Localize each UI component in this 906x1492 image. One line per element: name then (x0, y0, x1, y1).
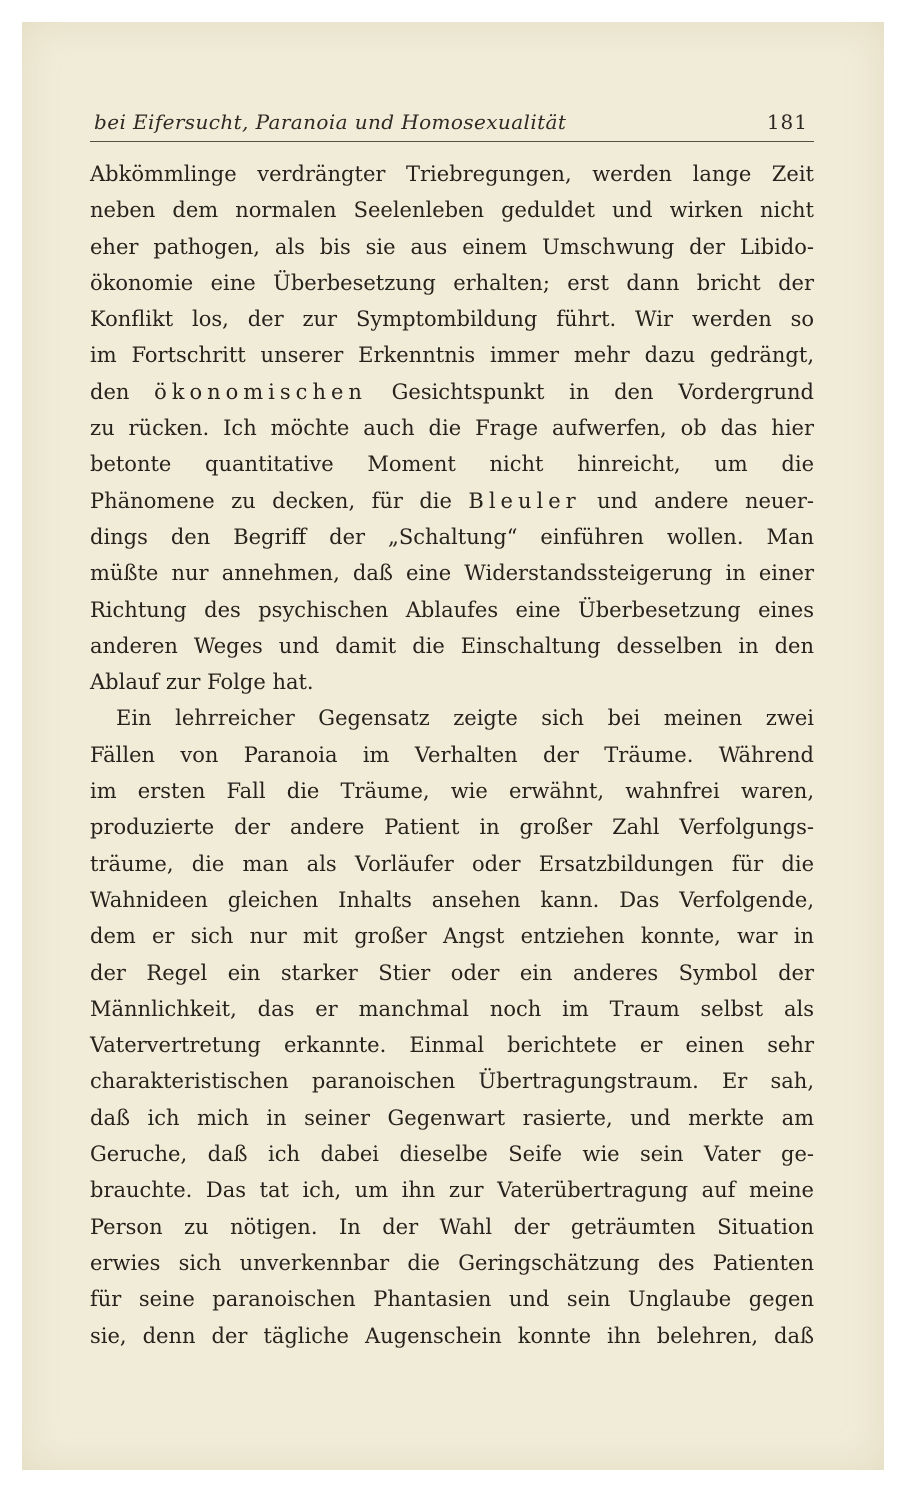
text-run: und andere neuer- (580, 488, 814, 513)
text-line: träume, die man als Vorläufer oder Ersatzbildungen für die (90, 851, 814, 876)
body-text (90, 156, 814, 1354)
text-line: Richtung des psychischen Ablaufes eine Überbesetzung eines (90, 597, 814, 622)
text-line: Abkömmlinge verdrängter Triebregungen, werden lange Zeit (90, 162, 814, 186)
text-line: brauchte. Das tat ich, um ihn zur Vaterübertragung auf meine (90, 1178, 814, 1203)
text-line: Fällen von Paranoia im Verhalten der Träume. Während (90, 742, 814, 767)
page-content (90, 106, 814, 1354)
spaced-emphasis: ökonomischen (154, 379, 367, 404)
text-line: im Fortschritt unserer Erkenntnis immer mehr dazu gedrängt, (90, 343, 814, 368)
text-line: müßte nur annehmen, daß eine Widerstandssteigerung in einer (90, 561, 814, 586)
text-run: Gesichtspunkt in den Vordergrund (366, 379, 814, 404)
text-line: Wahnideen gleichen Inhalts ansehen kann. Das Verfolgende, (90, 887, 814, 912)
paragraph-first-line: Ein lehrreicher Gegensatz zeigte sich bei meinen zwei (116, 706, 814, 731)
text-line: daß ich mich in seiner Gegenwart rasierte, und merkte am (90, 1105, 814, 1130)
text-line: Vatervertretung erkannte. Einmal berichtete er einen sehr (90, 1033, 814, 1058)
text-line: anderen Weges und damit die Einschaltung desselben in den (90, 633, 814, 658)
spaced-emphasis: Bleuler (468, 488, 581, 513)
text-line: betonte quantitative Moment nicht hinreicht, um die (90, 452, 814, 477)
text-line: eher pathogen, als bis sie aus einem Umschwung der Libido- (90, 234, 814, 259)
running-title: bei Eifersucht, Paranoia und Homosexualität (94, 110, 567, 134)
text-line: Konflikt los, der zur Symptombildung führt. Wir werden so (90, 307, 814, 332)
text-line: zu rücken. Ich möchte auch die Frage aufwerfen, ob das hier (90, 416, 814, 441)
text-line: erwies sich unverkennbar die Geringschätzung des Patienten (90, 1250, 814, 1275)
text-run: Phänomene zu decken, für die (90, 488, 469, 513)
page-number: 181 (766, 110, 808, 134)
text-line: Geruche, daß ich dabei dieselbe Seife wie sein Vater ge- (90, 1142, 814, 1167)
text-line: neben dem normalen Seelenleben geduldet und wirken nicht (90, 198, 814, 223)
text-line (90, 483, 814, 519)
book-page (22, 22, 884, 1470)
header-rule (90, 141, 814, 142)
running-header (90, 106, 814, 142)
text-line (90, 374, 814, 410)
paragraph-end-line: Ablauf zur Folge hat. (90, 670, 314, 695)
text-line: der Regel ein starker Stier oder ein anderes Symbol der (90, 960, 814, 985)
text-line: Männlichkeit, das er manchmal noch im Traum selbst als (90, 996, 814, 1021)
text-line: für seine paranoischen Phantasien und sein Unglaube gegen (90, 1287, 814, 1312)
text-line: ökonomie eine Überbesetzung erhalten; erst dann bricht der (90, 270, 814, 295)
text-run: den (90, 379, 155, 404)
text-line: dem er sich nur mit großer Angst entziehen konnte, war in (90, 924, 814, 949)
text-line: im ersten Fall die Träume, wie erwähnt, wahnfrei waren, (90, 779, 814, 804)
text-line: sie, denn der tägliche Augenschein konnte ihn belehren, daß (90, 1323, 814, 1348)
text-line: charakteristischen paranoischen Übertragungstraum. Er sah, (90, 1069, 814, 1094)
text-line: produzierte der andere Patient in großer Zahl Verfolgungs- (90, 815, 814, 840)
text-line: dings den Begriff der „Schaltung“ einführen wollen. Man (90, 524, 814, 549)
text-line: Person zu nötigen. In der Wahl der geträumten Situation (90, 1214, 814, 1239)
